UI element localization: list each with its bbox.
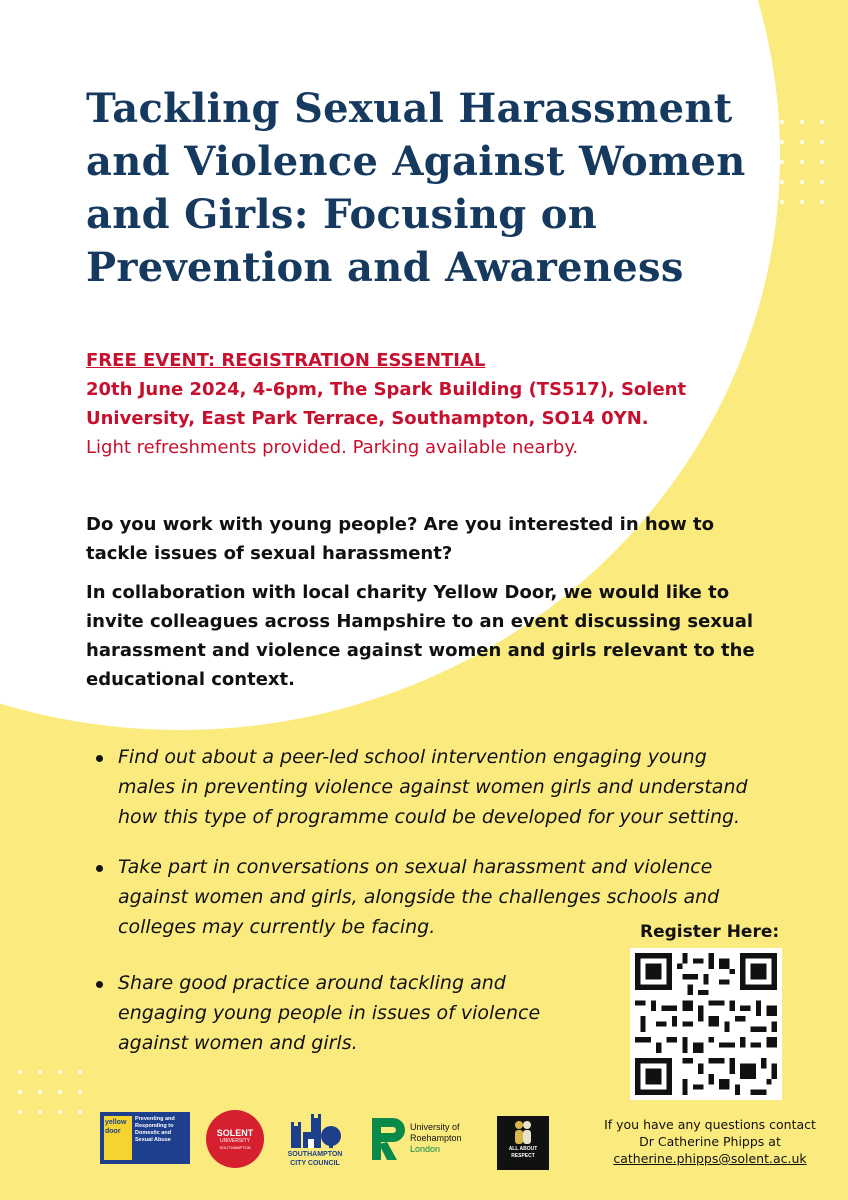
contact-email-link[interactable]: catherine.phipps@solent.ac.uk	[613, 1151, 807, 1166]
yellow-door-tagline: Preventing and Responding to Domestic and Sexual Abuse	[135, 1116, 175, 1143]
southampton-line-1: SOUTHAMPTON	[287, 1151, 343, 1158]
yellow-door-logo	[100, 1112, 190, 1164]
aar-line-1: ALL ABOUT	[508, 1146, 538, 1152]
contact-line-1: If you have any questions contact	[604, 1117, 816, 1132]
registration-qr-code[interactable]	[630, 948, 782, 1100]
roehampton-r-icon	[370, 1116, 406, 1162]
roehampton-line-3: London	[410, 1144, 441, 1154]
southampton-city-council-logo	[280, 1112, 350, 1172]
intro-section	[86, 510, 766, 704]
aar-line-2: RESPECT	[511, 1153, 535, 1159]
roehampton-line-1: University of	[410, 1122, 460, 1132]
southampton-line-2: CITY COUNCIL	[290, 1160, 340, 1167]
list-item: Share good practice around tackling and engaging young people in issues of violence against women and girls.	[96, 968, 558, 1058]
event-info	[86, 346, 786, 462]
list-item: Find out about a peer-led school intervention engaging young males in preventing violence against women girls and understand how this type of programme could be developed for your setting.	[96, 742, 758, 832]
roehampton-logo	[370, 1116, 480, 1164]
registration-notice: FREE EVENT: REGISTRATION ESSENTIAL	[86, 350, 486, 371]
intro-question: Do you work with young people? Are you interested in how to tackle issues of sexual harassment?	[86, 514, 714, 564]
all-about-respect-logo	[497, 1116, 549, 1170]
roehampton-line-2: Roehampton	[410, 1133, 462, 1143]
solent-name: SOLENT	[216, 1128, 254, 1138]
solent-sub: UNIVERSITY	[219, 1138, 250, 1144]
contact-line-2: Dr Catherine Phipps at	[639, 1134, 781, 1149]
event-details: 20th June 2024, 4-6pm, The Spark Building (TS517), Solent University, East Park Terrace, Southampton, SO14 0YN.	[86, 379, 687, 429]
figures-icon	[511, 1120, 535, 1146]
register-label: Register Here:	[640, 922, 780, 942]
castle-icon	[285, 1112, 345, 1150]
solent-university-logo	[206, 1110, 264, 1168]
yellow-door-name: yellow door	[105, 1119, 127, 1135]
dot-pattern-bottom-left	[18, 1070, 98, 1130]
page-title: Tackling Sexual Harassment and Violence Against Women and Girls: Focusing on Prevention and Awareness	[86, 85, 746, 291]
solent-city: SOUTHAMPTON	[219, 1145, 251, 1150]
intro-collaboration: In collaboration with local charity Yellow Door, we would like to invite colleagues across Hampshire to an event discussing sexual harassment and violence against women and girls relevant to the educational context.	[86, 582, 755, 690]
event-extras: Light refreshments provided. Parking available nearby.	[86, 437, 579, 458]
contact-info	[590, 1116, 830, 1167]
list-item: Take part in conversations on sexual harassment and violence against women and girls, alongside the challenges schools and colleges may currently be facing.	[96, 852, 758, 942]
